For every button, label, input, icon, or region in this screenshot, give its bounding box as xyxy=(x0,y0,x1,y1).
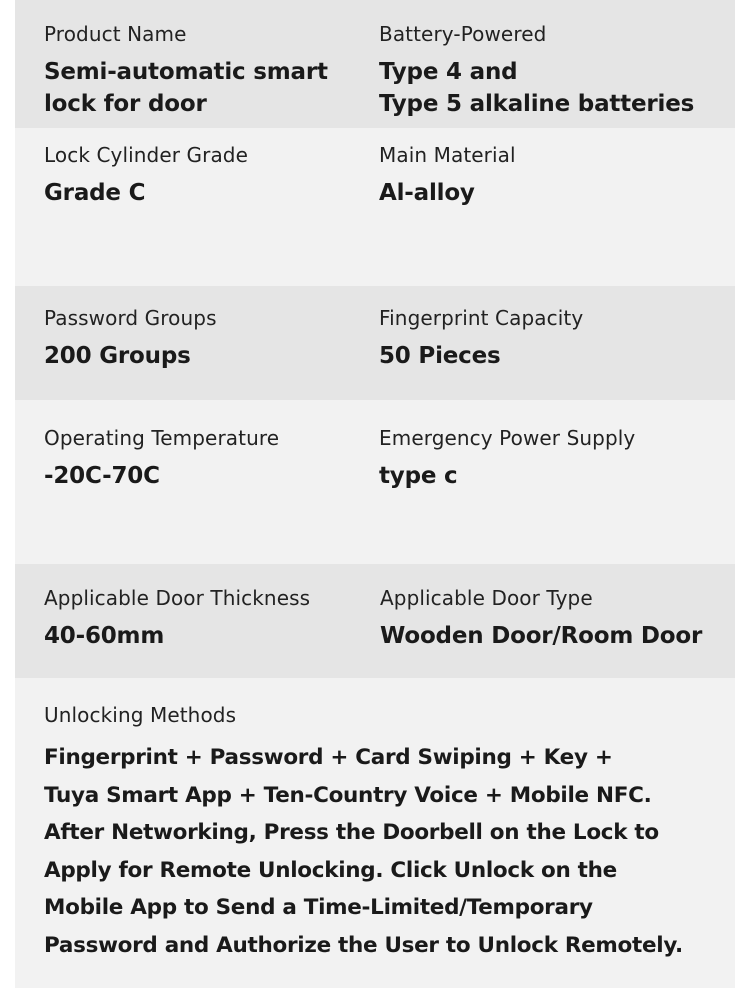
spec-value-line: Al-alloy xyxy=(379,180,475,206)
spec-label: Applicable Door Thickness xyxy=(44,586,311,610)
spec-value-line: Wooden Door/Room Door xyxy=(380,623,703,649)
spec-lock-cylinder-grade xyxy=(44,143,364,209)
spec-value xyxy=(379,177,729,209)
spec-label: Unlocking Methods xyxy=(44,703,237,727)
spec-main-material xyxy=(379,143,729,209)
spec-value-line: Grade C xyxy=(44,180,146,206)
spec-label: Password Groups xyxy=(44,306,217,330)
spec-row-password xyxy=(15,286,735,400)
spec-door-thickness xyxy=(44,586,364,652)
spec-value-line: Type 5 alkaline batteries xyxy=(379,91,695,117)
spec-value-line: -20C-70C xyxy=(44,463,160,489)
spec-value xyxy=(44,177,364,209)
unlocking-line: Apply for Remote Unlocking. Click Unlock on the xyxy=(44,857,617,883)
spec-battery-powered xyxy=(379,22,729,120)
spec-password-groups xyxy=(44,306,364,372)
spec-value xyxy=(379,340,729,372)
spec-value xyxy=(379,460,729,492)
spec-value-line: 50 Pieces xyxy=(379,343,501,369)
spec-fingerprint-capacity xyxy=(379,306,729,372)
spec-row-unlocking xyxy=(15,678,735,988)
spec-product-name xyxy=(44,22,364,120)
spec-label: Applicable Door Type xyxy=(380,586,593,610)
spec-label: Emergency Power Supply xyxy=(379,426,636,450)
unlocking-line: After Networking, Press the Doorbell on the Lock to xyxy=(44,820,659,845)
spec-label: Lock Cylinder Grade xyxy=(44,143,249,167)
spec-value xyxy=(44,620,364,652)
spec-label: Fingerprint Capacity xyxy=(379,306,584,330)
spec-operating-temperature xyxy=(44,426,364,492)
spec-row-temperature xyxy=(15,400,735,564)
spec-row-product xyxy=(15,0,735,128)
spec-value xyxy=(379,56,729,120)
unlocking-line: Tuya Smart App + Ten-Country Voice + Mobile NFC. xyxy=(44,782,652,808)
spec-value xyxy=(44,460,364,492)
spec-value-line: lock for door xyxy=(44,91,207,117)
unlocking-methods-text xyxy=(44,739,734,964)
spec-label: Product Name xyxy=(44,22,187,46)
unlocking-line: Password and Authorize the User to Unlock Remotely. xyxy=(44,932,683,958)
unlocking-line: Fingerprint + Password + Card Swiping + Key + xyxy=(44,745,613,770)
spec-value-line: Semi-automatic smart xyxy=(44,59,328,85)
spec-value-line: type c xyxy=(379,463,458,489)
spec-label: Operating Temperature xyxy=(44,426,280,450)
unlocking-line: Mobile App to Send a Time-Limited/Temporary xyxy=(44,895,593,920)
spec-emergency-power-supply xyxy=(379,426,729,492)
spec-label: Battery-Powered xyxy=(379,22,547,46)
spec-value xyxy=(44,340,364,372)
spec-value xyxy=(44,56,364,120)
spec-row-door xyxy=(15,564,735,678)
spec-value xyxy=(380,620,730,652)
spec-label: Main Material xyxy=(379,143,516,167)
spec-row-cylinder xyxy=(15,128,735,286)
spec-unlocking-methods xyxy=(44,703,734,964)
spec-value-line: Type 4 and xyxy=(379,59,518,85)
spec-value-line: 200 Groups xyxy=(44,343,191,369)
spec-value-line: 40-60mm xyxy=(44,623,165,649)
spec-door-type xyxy=(380,586,730,652)
